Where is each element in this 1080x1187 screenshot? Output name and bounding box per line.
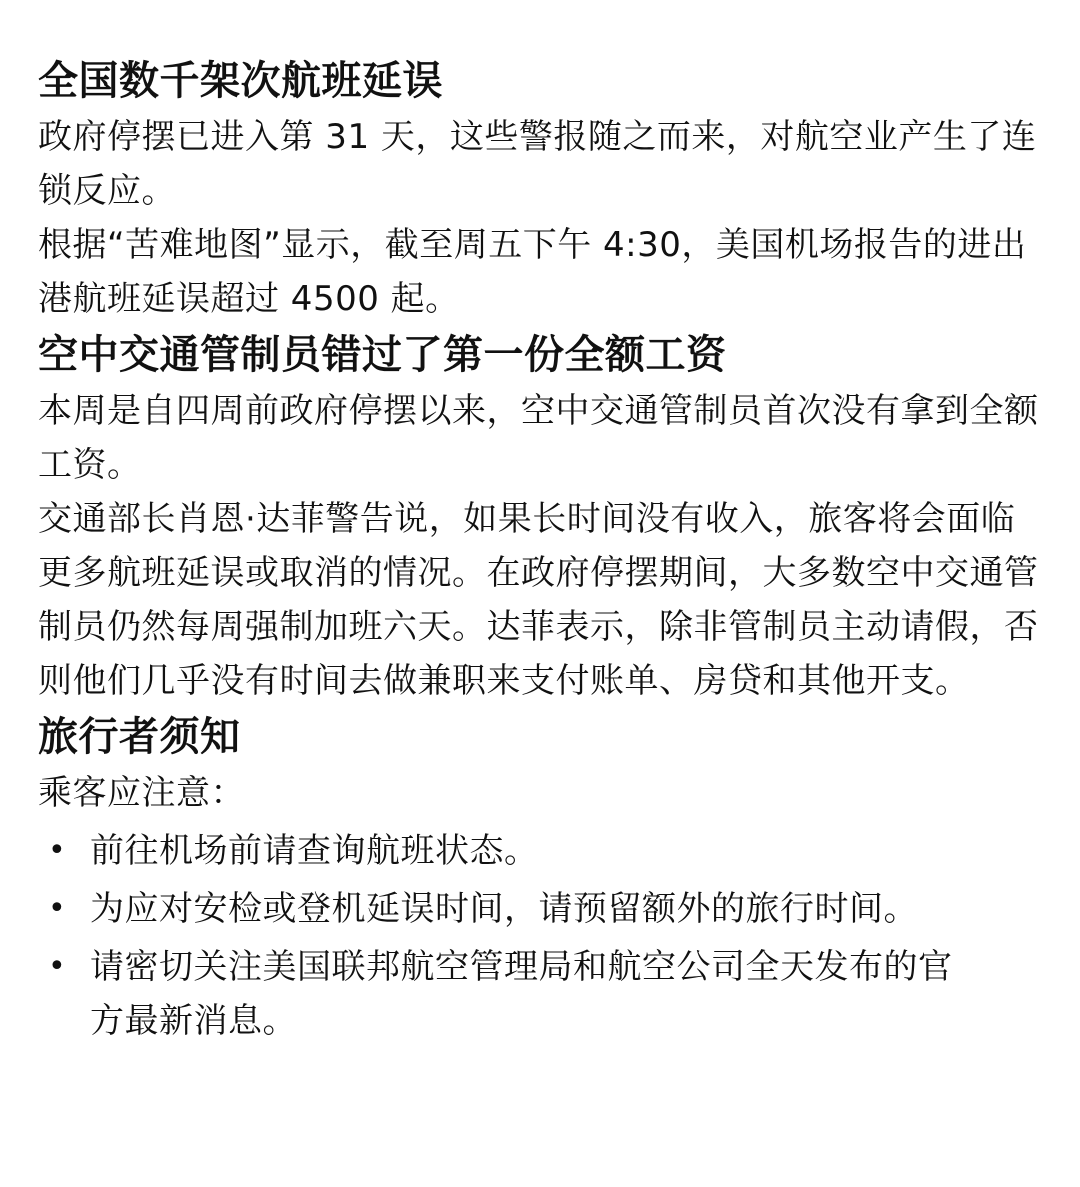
section-heading-flight-delays: 全国数千架次航班延误	[38, 58, 443, 104]
section-heading-travelers: 旅行者须知	[38, 714, 241, 760]
paragraph-duffy-warning: 交通部长肖恩·达菲警告说，如果长时间没有收入，旅客将会面临更多航班延误或取消的情况。在政府停摆期间，大多数空中交通管制员仍然每周强制加班六天。达菲表示，除非管制员主动请假，否则他们几乎没有时间去做兼职来支付账单、房贷和其他开支。	[38, 499, 1039, 701]
paragraph-passengers-intro: 乘客应注意：	[38, 773, 245, 813]
bullet-icon: •	[48, 891, 67, 926]
list-item	[38, 882, 1042, 936]
list-item-text: 前往机场前请查询航班状态。	[90, 831, 539, 871]
list-item-text: 为应对安检或登机延误时间，请预留额外的旅行时间。	[90, 889, 918, 929]
bullet-icon: •	[48, 833, 67, 868]
section-heading-controllers-pay: 空中交通管制员错过了第一份全额工资	[38, 332, 727, 378]
list-item	[38, 940, 1042, 1048]
list-item-text: 请密切关注美国联邦航空管理局和航空公司全天发布的官方最新消息。	[90, 947, 953, 1041]
paragraph-misery-map: 根据“苦难地图”显示，截至周五下午 4:30，美国机场报告的进出港航班延误超过 4500 起。	[38, 225, 1027, 319]
paragraph-missed-paycheck: 本周是自四周前政府停摆以来，空中交通管制员首次没有拿到全额工资。	[38, 391, 1039, 485]
list-item	[38, 824, 1042, 878]
paragraph-shutdown-day: 政府停摆已进入第 31 天，这些警报随之而来，对航空业产生了连锁反应。	[38, 117, 1037, 211]
bullet-icon: •	[48, 949, 67, 984]
travel-tips-list	[38, 824, 1042, 1048]
